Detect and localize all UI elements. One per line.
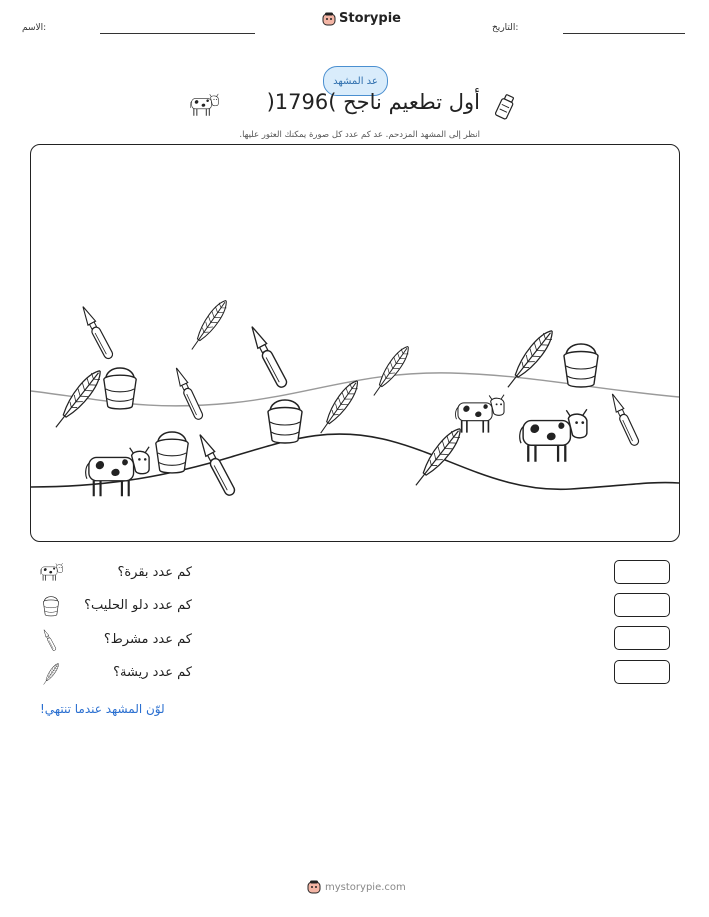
answer-box[interactable]: [614, 560, 670, 584]
answer-box[interactable]: [614, 593, 670, 617]
question-row: [40, 628, 60, 656]
milk-bucket: [156, 432, 188, 473]
cow-icon: [40, 562, 64, 582]
milk-bucket: [104, 368, 136, 409]
scalpel: [609, 392, 640, 447]
title-cow-icon: [190, 93, 220, 117]
feather: [316, 377, 363, 437]
storypie-mascot-icon: [307, 880, 321, 894]
milk-bucket-icon: [42, 595, 60, 617]
name-line[interactable]: [100, 33, 255, 34]
instructions: انظر إلى المشهد المزدحم. عد كم عدد كل صورة يمكنك العثور عليها.: [239, 130, 480, 140]
brand-logo: [322, 11, 401, 26]
activity-badge: عد المشهد: [323, 66, 388, 96]
footer-url: mystorypie.com: [325, 881, 406, 893]
footer: [307, 880, 406, 894]
question-text: كم عدد بقرة؟: [117, 565, 192, 580]
cow: [86, 447, 149, 497]
scalpel: [248, 324, 289, 389]
feather: [369, 343, 413, 399]
color-instruction: لوّن المشهد عندما تنتهي!: [40, 702, 165, 716]
feather: [187, 297, 231, 353]
date-line[interactable]: [563, 33, 685, 34]
answer-box[interactable]: [614, 626, 670, 650]
feather-icon: [40, 661, 62, 687]
counting-scene: [30, 144, 680, 542]
scalpel: [79, 304, 114, 359]
question-row: [40, 661, 62, 691]
cow: [456, 395, 505, 433]
brand-name: Storypie: [339, 11, 401, 26]
question-text: كم عدد مشرط؟: [103, 632, 192, 647]
scalpel: [173, 366, 204, 421]
question-text: كم عدد دلو الحليب؟: [84, 598, 192, 613]
page-title: أول تطعيم ناجح )1796(: [266, 90, 480, 114]
cow: [520, 409, 587, 461]
question-text: كم عدد ريشة؟: [113, 665, 192, 680]
question-row: [42, 595, 60, 621]
feather: [502, 326, 557, 391]
name-label: الاسم:: [22, 23, 47, 33]
answer-box[interactable]: [614, 660, 670, 684]
question-row: [40, 562, 64, 586]
date-label: التاريخ:: [492, 23, 519, 33]
storypie-mascot-icon: [322, 12, 336, 26]
milk-bucket: [564, 344, 598, 387]
scalpel-icon: [40, 628, 60, 652]
title-vaccine-bottle-icon: [495, 93, 515, 121]
milk-bucket: [268, 400, 302, 443]
feather: [410, 424, 465, 489]
feather: [50, 366, 105, 431]
scene-drawing: [31, 145, 679, 541]
